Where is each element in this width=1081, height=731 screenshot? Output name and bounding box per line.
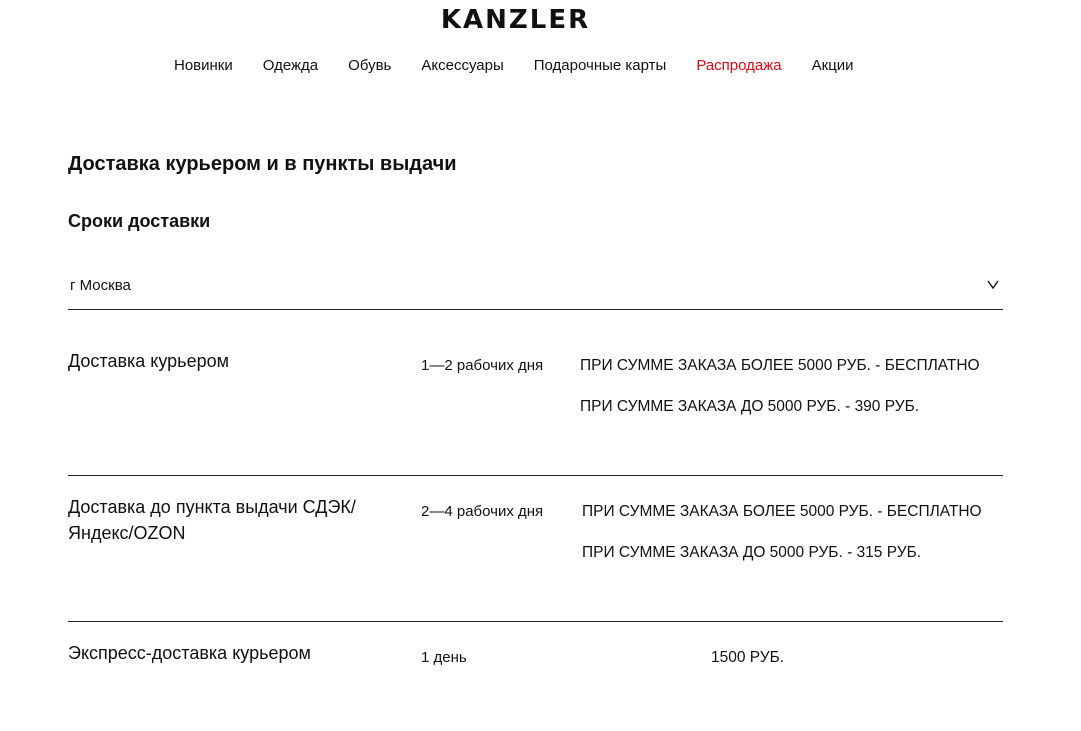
nav-item-clothing[interactable]: Одежда <box>262 57 319 74</box>
nav-item-shoes[interactable]: Обувь <box>348 57 392 74</box>
brand-logo[interactable]: KANZLER <box>440 5 591 35</box>
price-line: 1500 РУБ. <box>711 649 785 666</box>
nav-item-gift-cards[interactable]: Подарочные карты <box>533 57 667 74</box>
delivery-price <box>580 355 980 417</box>
delivery-row-courier <box>68 340 1003 476</box>
nav-item-new[interactable]: Новинки <box>174 57 233 74</box>
delivery-method: Экспресс-доставка курьером <box>68 643 311 663</box>
price-line: ПРИ СУММЕ ЗАКАЗА БОЛЕЕ 5000 РУБ. - БЕСПЛАТНО <box>582 503 982 520</box>
price-line: ПРИ СУММЕ ЗАКАЗА БОЛЕЕ 5000 РУБ. - БЕСПЛАТНО <box>580 357 980 374</box>
city-select-value: г Москва <box>70 277 131 294</box>
delivery-term: 2—4 рабочих дня <box>421 503 544 520</box>
delivery-method: Доставка курьером <box>68 351 229 371</box>
price-line: ПРИ СУММЕ ЗАКАЗА ДО 5000 РУБ. - 390 РУБ. <box>580 398 920 415</box>
chevron-down-icon <box>987 278 999 290</box>
delivery-row-express <box>68 622 1003 702</box>
delivery-row-pickup <box>68 476 1003 622</box>
city-select[interactable] <box>68 268 1003 310</box>
section-title-delivery-terms: Сроки доставки <box>68 211 211 231</box>
price-line: ПРИ СУММЕ ЗАКАЗА ДО 5000 РУБ. - 315 РУБ. <box>582 544 922 561</box>
main-nav <box>174 57 884 75</box>
delivery-price <box>582 501 982 563</box>
nav-item-accessories[interactable]: Аксессуары <box>421 57 504 74</box>
delivery-term: 1—2 рабочих дня <box>421 357 544 374</box>
page-title: Доставка курьером и в пункты выдачи <box>68 153 457 175</box>
nav-item-promotions[interactable]: Акции <box>811 57 854 74</box>
delivery-method: Доставка до пункта выдачи СДЭК/Яндекс/OZON <box>68 497 356 543</box>
delivery-price <box>711 647 1081 668</box>
nav-item-sale[interactable]: Распродажа <box>696 57 782 74</box>
delivery-term: 1 день <box>421 649 467 666</box>
